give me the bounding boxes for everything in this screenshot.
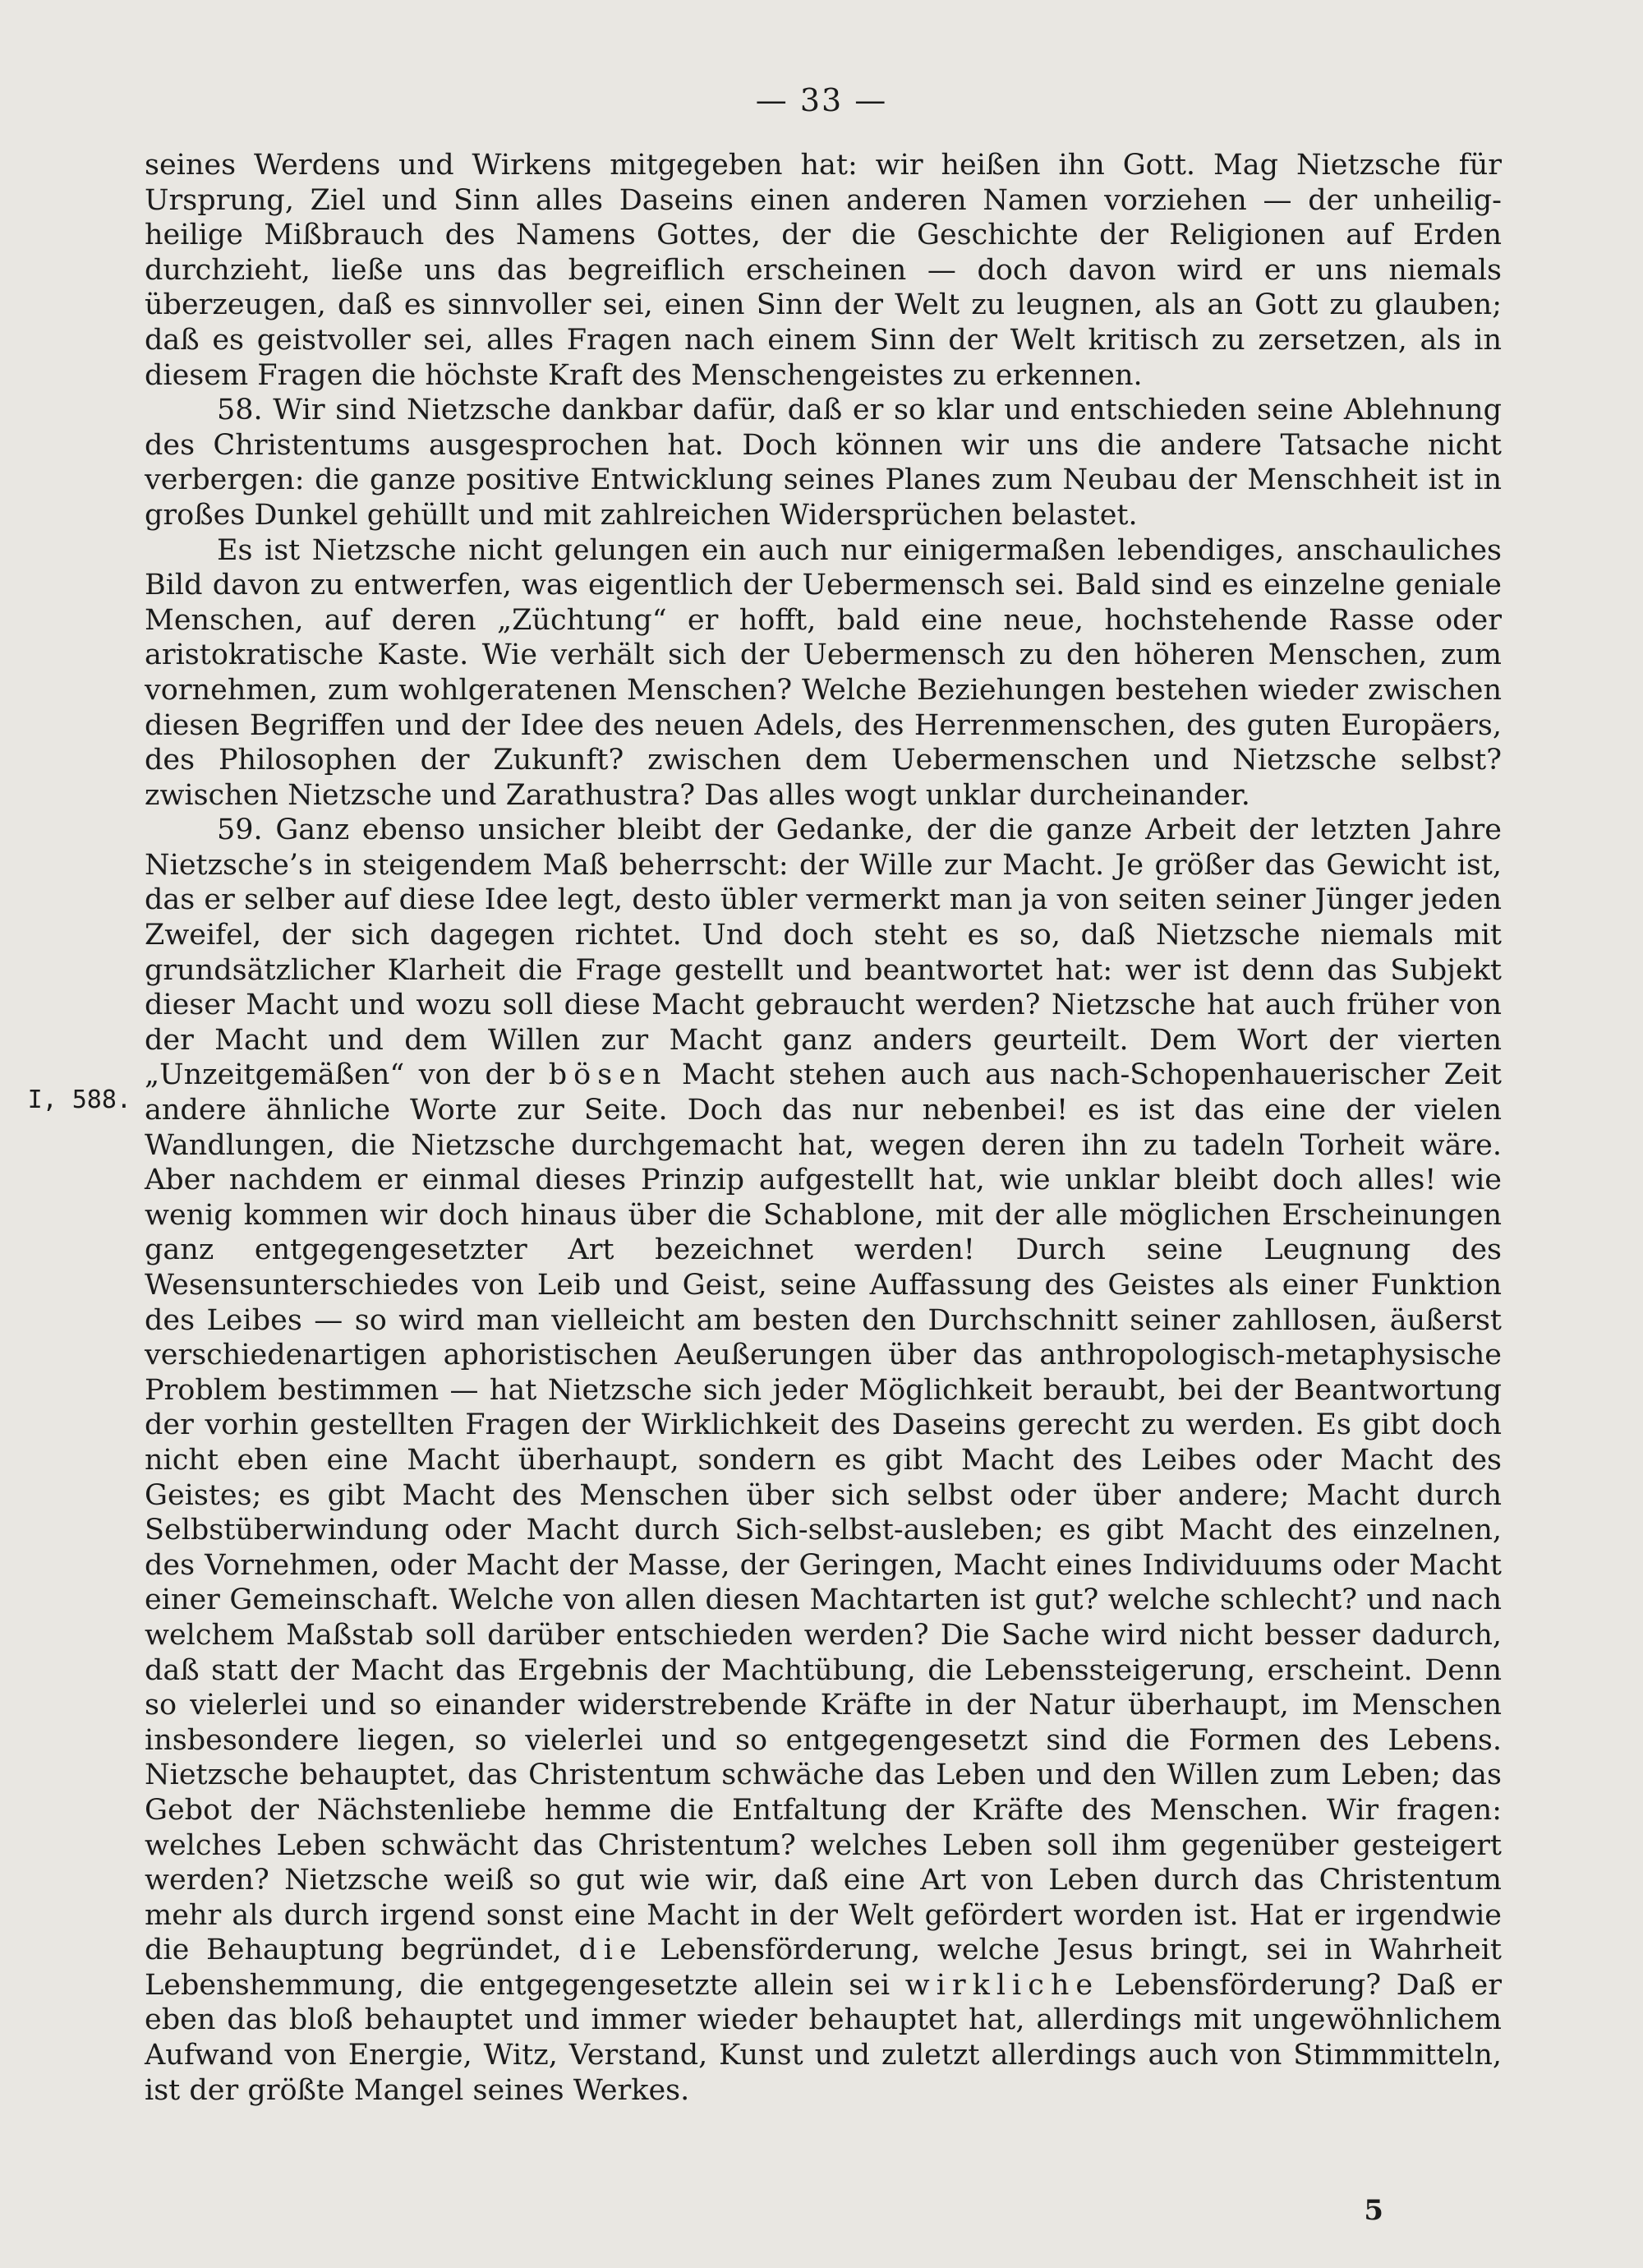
paragraph-continuation: seines Werdens und Wirkens mitgegeben hat: wir heißen ihn Gott. Mag Nietzsche für Ursprung, Ziel und Sinn alles Daseins einen anderen Namen vorziehen — der unheilig-heilige Mißbrauch des Namens Gottes, der die Geschichte der Religionen auf Erden durchzieht, ließe uns das begreiflich erscheinen — doch davon wird er uns niemals überzeugen, daß es sinnvoller sei, einen Sinn der Welt zu leugnen, als an Gott zu glauben; daß es geistvoller sei, alles Fragen nach einem Sinn der Welt kritisch zu zersetzen, als in diesem Fragen die höchste Kraft des Menschengeistes zu erkennen.: [145, 149, 1502, 392]
page-number: — 33 —: [755, 82, 888, 118]
emphasis-die: die: [578, 1934, 643, 1967]
paragraph-59-part-b: Macht stehen auch aus nach-Schopenhauerischer Zeit andere ähnliche Worte zur Seite. Doch das nur nebenbei! es ist das eine der vielen Wandlungen, die Nietzsche durchgemacht hat, wegen deren ihn zu tadeln Torheit wäre. Aber nachdem er einmal dieses Prinzip aufgestellt hat, wie unklar bleibt doch alles! wie wenig kommen wir doch hinaus über die Schablone, mit der alle möglichen Erscheinungen ganz entgegengesetzter Art bezeichnet werden! Durch seine Leugnung des Wesensunterschiedes von Leib und Geist, seine Auffassung des Geistes als einer Funktion des Leibes — so wird man vielleicht am besten den Durchschnitt seiner zahllosen, äußerst verschiedenartigen aphoristischen Aeußerungen über das anthropologisch-metaphysische Problem bestimmen — hat Nietzsche sich jeder Möglichkeit beraubt, bei der Beantwortung der vorhin gestellten Fragen der Wirklichkeit des Daseins gerecht zu werden. Es gibt doch nicht eben eine Macht überhaupt, sondern es gibt Macht des Leibes oder Macht des Geistes; es gibt Macht des Menschen über sich selbst oder über andere; Macht durch Selbstüberwindung oder Macht durch Sich-selbst-ausleben; es gibt Macht des einzelnen, des Vornehmen, oder Macht der Masse, der Geringen, Macht eines Individuums oder Macht einer Gemeinschaft. Welche von allen diesen Machtarten ist gut? welche schlecht? und nach welchem Maßstab soll darüber entschieden werden? Die Sache wird nicht besser dadurch, daß statt der Macht das Ergebnis der Machtübung, die Lebenssteigerung, erscheint. Denn so vielerlei und so einander widerstrebende Kräfte in der Natur überhaupt, im Menschen insbesondere liegen, so vielerlei und so entgegengesetzt sind die Formen des Lebens. Nietzsche behauptet, das Christentum schwäche das Leben und den Willen zum Leben; das Gebot der Nächstenliebe hemme die Entfaltung der Kräfte des Menschen. Wir fragen: welches Leben schwächt das Christentum? welches Leben soll ihm gegenüber gesteigert werden? Nietzsche weiß so gut wie wir, daß eine Art von Leben durch das Christentum mehr als durch irgend sonst eine Macht in der Welt gefördert worden ist. Hat er irgendwie die Behauptung begründet,: [145, 1058, 1502, 1967]
paragraph-59-part-c: Lebensförderung, welche Jesus bringt, sei in Wahrheit Lebenshemmung, die entgegengesetzte allein sei: [145, 1934, 1502, 2002]
paragraph-uebermensch: Es ist Nietzsche nicht gelungen ein auch nur einigermaßen lebendiges, anschauliches Bild davon zu entwerfen, was eigentlich der Uebermensch sei. Bald sind es einzelne geniale Menschen, auf deren „Züchtung“ er hofft, bald eine neue, hochstehende Rasse oder aristokratische Kaste. Wie verhält sich der Uebermensch zu den höheren Menschen, zum vornehmen, zum wohlgeratenen Menschen? Welche Beziehungen bestehen wieder zwischen diesen Begriffen und der Idee des neuen Adels, des Herrenmenschen, des guten Europäers, des Philosophen der Zukunft? zwischen dem Uebermenschen und Nietzsche selbst? zwischen Nietzsche und Zarathustra? Das alles wogt unklar durcheinander.: [145, 533, 1502, 812]
paragraph-59-part-d: Lebensförderung? Daß er eben das bloß behauptet und immer wieder behauptet hat, allerdings mit ungewöhnlichem Aufwand von Energie, Witz, Verstand, Kunst und zuletzt allerdings auch von Stimmmitteln, ist der größte Mangel seines Werkes.: [145, 1968, 1502, 2107]
signature-mark: 5: [1364, 2194, 1383, 2227]
paragraph-59-part-a: 59. Ganz ebenso unsicher bleibt der Gedanke, der die ganze Arbeit der letzten Jahre Nietzsche’s in steigendem Maß beherrscht: der Wille zur Macht. Je größer das Gewicht ist, das er selber auf diese Idee legt, desto übler vermerkt man ja von seiten seiner Jünger jeden Zweifel, der sich dagegen richtet. Und doch steht es so, daß Nietzsche niemals mit grundsätzlicher Klarheit die Frage gestellt und beantwortet hat: wer ist denn das Subjekt dieser Macht und wozu soll diese Macht gebraucht werden? Nietzsche hat auch früher von der Macht und dem Willen zur Macht ganz anders geurteilt. Dem Wort der vierten „Unzeitgemäßen“ von der: [145, 814, 1502, 1092]
emphasis-boesen: bösen: [548, 1058, 668, 1092]
paragraph-59: [145, 813, 1502, 2108]
body-text: [145, 148, 1502, 2108]
emphasis-wirkliche: wirkliche: [904, 1968, 1100, 2002]
margin-reference: I, 588.: [27, 1086, 131, 1114]
paragraph-58: 58. Wir sind Nietzsche dankbar dafür, daß er so klar und entschieden seine Ablehnung des Christentums ausgesprochen hat. Doch können wir uns die andere Tatsache nicht verbergen: die ganze positive Entwicklung seines Planes zum Neubau der Menschheit ist in großes Dunkel gehüllt und mit zahlreichen Widersprüchen belastet.: [145, 394, 1502, 532]
